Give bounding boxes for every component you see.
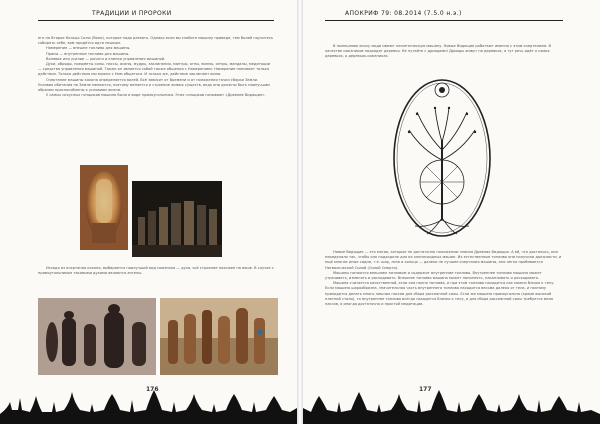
left-running-head: ТРАДИЦИИ И ПРОРОКИ: [92, 10, 172, 17]
paragraph: Новые Видящие — это магия, которые не достаточно положению знания Древних Видящих. А ей, что досталось, они переделали так, чтобы оно подходило для их эллипсоидных машин. Их естественные топливо они получили должности, и ещё многие иные сидни, т.е. шар, лоза и кольцо — далеко не лучшее очертания машины, оно легко пробивается Нагвальческой Силой (Силой Смерти).: [325, 250, 562, 270]
paragraph: Праны — внутренние топливо для машины.: [46, 51, 130, 56]
stone-figures-photo: [132, 181, 222, 257]
right-bottom-text: [325, 250, 563, 307]
angel-statue-photo: [80, 165, 128, 250]
paragraph: Духи, обряды, предметы силы, пассы, асаны, мудры, заклинания, мантры, агны, вилны, янтры, мандалы, медитации — средства управления машиной. Также он является собой также общения с Намерением. Намерение понимает только действия. Только действия мы можно с Ним общаться. И только же, действие заключает волю.: [38, 62, 271, 77]
right-header-rule: [325, 20, 563, 21]
left-header-rule: [38, 20, 274, 21]
paragraph: Волевое или усилие — рычаги и кнопки управления машиной.: [46, 56, 166, 61]
rock-art-photo-right: [160, 298, 278, 375]
caption-text: Исходя из очертания кокона, выбирается наилучший вид союзника — духа, чьё строение похожее на ваше. В случае с прямоугольником таковыми духами являются ангелы.: [38, 266, 274, 276]
left-skyline-ornament: [0, 388, 297, 424]
right-page: [303, 0, 600, 424]
left-top-text: [38, 36, 274, 98]
paragraph: Машины питаются внешним топливом и содержит внутренние топливо. Внутреннее топливо машина может утрачивать, изменять и расходовать. Внешнее топливо машина может пополнять, накапливать и расходовать.: [325, 270, 542, 281]
right-page-number: 177: [419, 386, 432, 393]
paragraph: его на Второе Кольцо Силы (Воли), которое надо развить. Однако если вы слаботе машину приведе, тем Волей научитесь собирать себе, вам придётся идти пешком.: [38, 36, 273, 46]
right-running-head: АПОКРИФ 79: 08.2014 (7.5.0 н.э.): [345, 10, 462, 17]
paragraph: Очертание машины кокона определяется волей. Всё зависит от Времени и от положения точки сборки Земли. Условия обитания на Земле меняются, поэтому меняется и строение живых существ, ведь они должны быть наилучшим образом приспособлены к условиям жизни.: [38, 77, 270, 93]
right-skyline-ornament: [303, 388, 600, 424]
paragraph: Намерение — внешне топливо для машины.: [46, 46, 131, 51]
right-top-text: [325, 44, 563, 60]
rock-art-photo-left: [38, 298, 156, 375]
paragraph: В нынешнюю эпоху люди имеют эллиптическую машину. Новые Видящие работают именно с этим очертанием. В качестве союзников подходят деревья. Не путайте с дриадами! Дриады живут на деревьях, а тут речь идёт о самих деревьях, о деревьях-союзниках.: [325, 44, 551, 59]
left-page: [0, 0, 297, 424]
paragraph: Машина считается качественной, если она полна топлива, и при этом топливо находится как можно ближе к телу. Если машина шарообразна, значительная часть внутреннего топлива находится весьма далеко от тела, и поэтому приходится делать много лишних пассов для сбора рассеянной силы. Если же машина прямоугольна (кроме высокой плотной стали), то внутреннее топливо всегда находится близко к телу, и для сбора рассеянной силы требуется мало пассов, а иногда достаточно и простой медитации.: [325, 281, 555, 307]
left-page-number: 176: [146, 386, 159, 393]
paragraph: У самых искусных гонщиков машина была в виде прямоугольника. Этих гонщиков называют «Древние Видящие».: [46, 93, 266, 98]
left-caption: [38, 266, 274, 276]
cosmic-egg-tree-illustration: [387, 70, 497, 240]
